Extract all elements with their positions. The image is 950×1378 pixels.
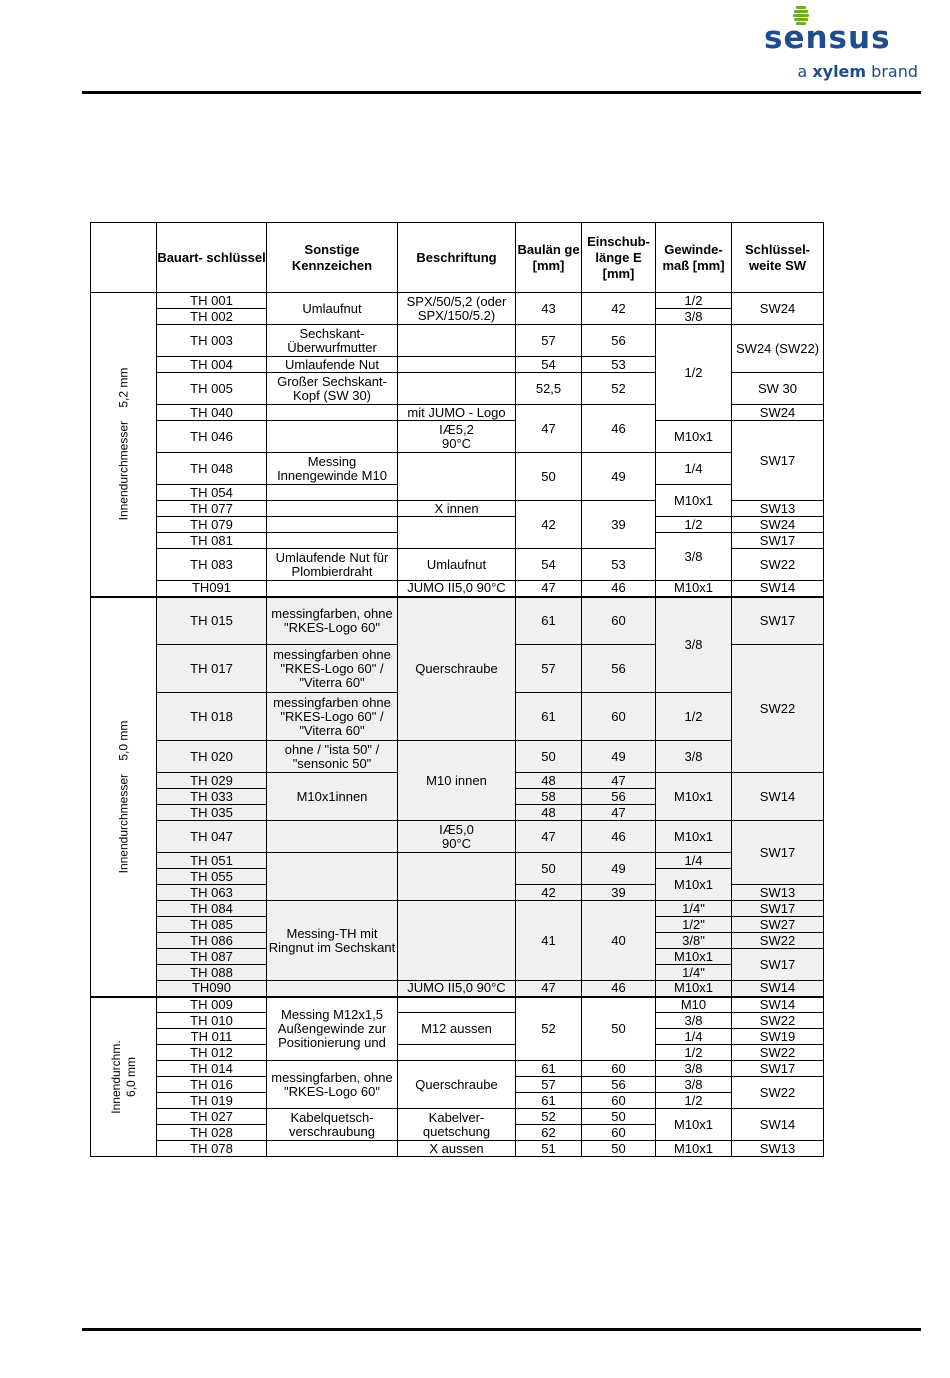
cell-mark: Sechskant-Überwurfmutter (267, 325, 398, 357)
cell-key: TH 047 (157, 821, 267, 853)
cell-thread: M10 (656, 997, 732, 1013)
cell-sw: SW17 (732, 821, 824, 885)
cell-length: 47 (516, 821, 582, 853)
table-row (91, 1061, 824, 1077)
cell-length: 51 (516, 1141, 582, 1157)
table-row (91, 581, 824, 597)
table-row (91, 293, 824, 309)
cell-thread: 1/2 (656, 325, 732, 421)
cell-thread: 1/2 (656, 517, 732, 533)
cell-sw: SW17 (732, 949, 824, 981)
cell-key: TH 016 (157, 1077, 267, 1093)
cell-key: TH 015 (157, 597, 267, 645)
cell-key: TH 078 (157, 1141, 267, 1157)
cell-length: 61 (516, 1093, 582, 1109)
cell-key: TH 002 (157, 309, 267, 325)
cell-key: TH 051 (157, 853, 267, 869)
cell-thread: M10x1 (656, 581, 732, 597)
cell-label: IÆ5,2 90°C (398, 421, 516, 453)
cell-key: TH 081 (157, 533, 267, 549)
cell-insert: 52 (582, 373, 656, 405)
cell-length: 43 (516, 293, 582, 325)
cell-sw: SW 30 (732, 373, 824, 405)
cell-length: 52 (516, 1109, 582, 1125)
cell-key: TH 009 (157, 997, 267, 1013)
cell-thread: M10x1 (656, 869, 732, 901)
cell-length: 61 (516, 1061, 582, 1077)
table-row (91, 821, 824, 853)
cell-insert: 49 (582, 853, 656, 885)
header-rule (82, 91, 921, 94)
cell-label (398, 373, 516, 405)
cell-sw: SW17 (732, 421, 824, 501)
cell-thread: 1/2 (656, 1045, 732, 1061)
cell-key: TH 033 (157, 789, 267, 805)
cell-mark: Umlaufnut (267, 293, 398, 325)
cell-key: TH 019 (157, 1093, 267, 1109)
cell-label: Querschraube (398, 597, 516, 741)
cell-sw: SW22 (732, 549, 824, 581)
cell-length: 42 (516, 885, 582, 901)
cell-sw: SW17 (732, 533, 824, 549)
cell-insert: 47 (582, 805, 656, 821)
sensus-logo (764, 6, 920, 80)
cell-label (398, 325, 516, 357)
cell-thread: 1/2 (656, 1093, 732, 1109)
cell-key: TH 085 (157, 917, 267, 933)
cell-key: TH 001 (157, 293, 267, 309)
table-row (91, 1141, 824, 1157)
cell-label (398, 517, 516, 549)
cell-mark (267, 581, 398, 597)
cell-label: M12 aussen (398, 1013, 516, 1045)
cell-key: TH 004 (157, 357, 267, 373)
cell-insert: 39 (582, 885, 656, 901)
cell-thread: 3/8 (656, 1061, 732, 1077)
cell-key: TH 028 (157, 1125, 267, 1141)
cell-mark (267, 421, 398, 453)
cell-length: 47 (516, 581, 582, 597)
cell-key: TH090 (157, 981, 267, 997)
table-row (91, 453, 824, 485)
header-baulaenge: Baulän ge [mm] (516, 223, 582, 293)
cell-key: TH 084 (157, 901, 267, 917)
cell-label: Querschraube (398, 1061, 516, 1109)
cell-label (398, 1045, 516, 1061)
cell-thread: 1/4 (656, 853, 732, 869)
cell-length: 52 (516, 997, 582, 1061)
cell-sw: SW24 (732, 517, 824, 533)
cell-mark (267, 485, 398, 501)
cell-mark (267, 517, 398, 533)
cell-sw: SW14 (732, 1109, 824, 1141)
cell-label: JUMO II5,0 90°C (398, 981, 516, 997)
group-label-5-0: Innendurchmesser 5,0 mm (91, 597, 157, 997)
cell-insert: 60 (582, 1061, 656, 1077)
group-label-5-2: Innendurchmesser 5,2 mm (91, 293, 157, 597)
cell-insert: 50 (582, 1109, 656, 1125)
cell-mark: Messing-TH mit Ringnut im Sechskant (267, 901, 398, 981)
cell-length: 50 (516, 453, 582, 501)
cell-insert: 56 (582, 325, 656, 357)
cell-key: TH 046 (157, 421, 267, 453)
cell-thread: 3/8 (656, 533, 732, 581)
cell-insert: 60 (582, 1125, 656, 1141)
cell-insert: 49 (582, 741, 656, 773)
footer-rule (82, 1328, 921, 1331)
cell-length: 41 (516, 901, 582, 981)
cell-thread: 3/8" (656, 933, 732, 949)
cell-mark: Großer Sechskant-Kopf (SW 30) (267, 373, 398, 405)
table-row (91, 421, 824, 453)
cell-label: Umlaufnut (398, 549, 516, 581)
header-einschublaenge: Einschub-länge E [mm] (582, 223, 656, 293)
cell-thread: 3/8 (656, 741, 732, 773)
cell-sw: SW13 (732, 501, 824, 517)
cell-label: JUMO II5,0 90°C (398, 581, 516, 597)
cell-thread: 1/4" (656, 965, 732, 981)
cell-length: 57 (516, 1077, 582, 1093)
cell-label (398, 853, 516, 901)
cell-sw: SW13 (732, 885, 824, 901)
cell-length: 58 (516, 789, 582, 805)
cell-mark (267, 853, 398, 901)
cell-thread: M10x1 (656, 949, 732, 965)
cell-thread: 1/2 (656, 293, 732, 309)
cell-mark: Umlaufende Nut für Plombierdraht (267, 549, 398, 581)
cell-label: M10 innen (398, 741, 516, 821)
cell-thread: 1/2" (656, 917, 732, 933)
cell-insert: 46 (582, 581, 656, 597)
cell-key: TH 020 (157, 741, 267, 773)
cell-length: 54 (516, 357, 582, 373)
table-row (91, 981, 824, 997)
cell-sw: SW19 (732, 1029, 824, 1045)
cell-sw: SW17 (732, 901, 824, 917)
table-row (91, 517, 824, 533)
table-row (91, 1109, 824, 1125)
cell-label: IÆ5,0 90°C (398, 821, 516, 853)
cell-insert: 46 (582, 405, 656, 453)
cell-insert: 56 (582, 1077, 656, 1093)
cell-mark: Messing Innengewinde M10 (267, 453, 398, 485)
cell-length: 48 (516, 805, 582, 821)
cell-length: 50 (516, 853, 582, 885)
cell-insert: 53 (582, 549, 656, 581)
header-row (91, 223, 824, 293)
header-bauart: Bauart- schlüssel (157, 223, 267, 293)
cell-sw: SW22 (732, 933, 824, 949)
cell-key: TH 014 (157, 1061, 267, 1077)
cell-sw: SW13 (732, 1141, 824, 1157)
cell-mark (267, 405, 398, 421)
cell-length: 52,5 (516, 373, 582, 405)
cell-mark: messingfarben, ohne "RKES-Logo 60" (267, 1061, 398, 1109)
cell-sw: SW14 (732, 581, 824, 597)
cell-thread: 3/8 (656, 597, 732, 693)
header-gewinde: Gewinde-maß [mm] (656, 223, 732, 293)
cell-sw: SW22 (732, 1045, 824, 1061)
cell-insert: 47 (582, 773, 656, 789)
cell-mark: messingfarben, ohne "RKES-Logo 60" (267, 597, 398, 645)
cell-key: TH 063 (157, 885, 267, 901)
cell-length: 61 (516, 693, 582, 741)
cell-key: TH 040 (157, 405, 267, 421)
table-row (91, 997, 824, 1013)
cell-label (398, 357, 516, 373)
header-beschriftung: Beschriftung (398, 223, 516, 293)
cell-length: 61 (516, 597, 582, 645)
cell-thread: 3/8 (656, 309, 732, 325)
cell-sw: SW22 (732, 1013, 824, 1029)
cell-label: mit JUMO - Logo (398, 405, 516, 421)
cell-insert: 50 (582, 1141, 656, 1157)
cell-thread: M10x1 (656, 485, 732, 517)
table-row (91, 1045, 824, 1061)
cell-sw: SW17 (732, 597, 824, 645)
cell-mark (267, 501, 398, 517)
cell-thread: M10x1 (656, 821, 732, 853)
cell-thread: M10x1 (656, 421, 732, 453)
thermowell-table (90, 222, 824, 1157)
cell-sw: SW24 (SW22) (732, 325, 824, 373)
cell-insert: 60 (582, 597, 656, 645)
cell-insert: 39 (582, 501, 656, 549)
cell-sw: SW14 (732, 997, 824, 1013)
cell-mark (267, 821, 398, 853)
cell-insert: 46 (582, 981, 656, 997)
cell-mark (267, 533, 398, 549)
cell-mark: Messing M12x1,5 Außengewinde zur Positionierung und (267, 997, 398, 1061)
cell-thread: M10x1 (656, 773, 732, 821)
cell-thread: 1/4 (656, 453, 732, 485)
cell-key: TH 012 (157, 1045, 267, 1061)
table-row (91, 597, 824, 645)
cell-key: TH 079 (157, 517, 267, 533)
cell-key: TH 087 (157, 949, 267, 965)
cell-insert: 53 (582, 357, 656, 373)
header-blank (91, 223, 157, 293)
cell-key: TH 005 (157, 373, 267, 405)
cell-thread: M10x1 (656, 1109, 732, 1141)
cell-thread: 3/8 (656, 1013, 732, 1029)
cell-key: TH 010 (157, 1013, 267, 1029)
cell-length: 57 (516, 325, 582, 357)
cell-length: 57 (516, 645, 582, 693)
cell-key: TH 003 (157, 325, 267, 357)
table-row (91, 1013, 824, 1029)
cell-sw: SW22 (732, 645, 824, 773)
cell-sw: SW24 (732, 293, 824, 325)
cell-insert: 46 (582, 821, 656, 853)
cell-label: X aussen (398, 1141, 516, 1157)
cell-insert: 56 (582, 789, 656, 805)
cell-sw: SW27 (732, 917, 824, 933)
cell-key: TH 035 (157, 805, 267, 821)
cell-key: TH 083 (157, 549, 267, 581)
cell-key: TH 011 (157, 1029, 267, 1045)
cell-label: SPX/50/5,2 (oder SPX/150/5.2) (398, 293, 516, 325)
cell-length: 42 (516, 501, 582, 549)
cell-thread: M10x1 (656, 981, 732, 997)
cell-label: Kabelver-quetschung (398, 1109, 516, 1141)
cell-sw: SW24 (732, 405, 824, 421)
cell-key: TH 048 (157, 453, 267, 485)
cell-insert: 50 (582, 997, 656, 1061)
cell-key: TH 029 (157, 773, 267, 789)
cell-key: TH 054 (157, 485, 267, 501)
group-label-6-0: Innendurchm. 6,0 mm (91, 997, 157, 1157)
cell-sw: SW14 (732, 981, 824, 997)
cell-label (398, 901, 516, 981)
logo-wordmark: sensus (764, 20, 891, 56)
cell-label (398, 997, 516, 1013)
cell-mark: Umlaufende Nut (267, 357, 398, 373)
cell-label: X innen (398, 501, 516, 517)
cell-key: TH 088 (157, 965, 267, 981)
cell-thread: 1/4 (656, 1029, 732, 1045)
cell-thread: 3/8 (656, 1077, 732, 1093)
cell-key: TH091 (157, 581, 267, 597)
header-schluesselweite: Schlüssel-weite SW (732, 223, 824, 293)
cell-mark (267, 981, 398, 997)
cell-insert: 49 (582, 453, 656, 501)
cell-key: TH 086 (157, 933, 267, 949)
cell-key: TH 055 (157, 869, 267, 885)
cell-sw: SW22 (732, 1077, 824, 1109)
cell-length: 54 (516, 549, 582, 581)
header-kennzeichen: Sonstige Kennzeichen (267, 223, 398, 293)
cell-key: TH 018 (157, 693, 267, 741)
cell-mark: ohne / "ista 50" / "sensonic 50" (267, 741, 398, 773)
cell-insert: 40 (582, 901, 656, 981)
cell-key: TH 017 (157, 645, 267, 693)
cell-length: 62 (516, 1125, 582, 1141)
table-row (91, 901, 824, 917)
cell-thread: 1/4" (656, 901, 732, 917)
cell-length: 47 (516, 981, 582, 997)
cell-thread: 1/2 (656, 693, 732, 741)
cell-length: 47 (516, 405, 582, 453)
cell-mark: Kabelquetsch-verschraubung (267, 1109, 398, 1141)
cell-thread: M10x1 (656, 1141, 732, 1157)
cell-label (398, 453, 516, 501)
cell-insert: 56 (582, 645, 656, 693)
cell-insert: 42 (582, 293, 656, 325)
cell-insert: 60 (582, 693, 656, 741)
cell-mark: M10x1innen (267, 773, 398, 821)
table-row (91, 853, 824, 869)
cell-length: 48 (516, 773, 582, 789)
logo-tagline: a xylem brand (797, 62, 918, 81)
cell-mark (267, 1141, 398, 1157)
cell-length: 50 (516, 741, 582, 773)
cell-key: TH 027 (157, 1109, 267, 1125)
table-row (91, 741, 824, 773)
cell-key: TH 077 (157, 501, 267, 517)
cell-sw: SW14 (732, 773, 824, 821)
cell-mark: messingfarben ohne "RKES-Logo 60" / "Viterra 60" (267, 693, 398, 741)
cell-insert: 60 (582, 1093, 656, 1109)
cell-mark: messingfarben ohne "RKES-Logo 60" / "Viterra 60" (267, 645, 398, 693)
cell-sw: SW17 (732, 1061, 824, 1077)
table-row (91, 325, 824, 357)
